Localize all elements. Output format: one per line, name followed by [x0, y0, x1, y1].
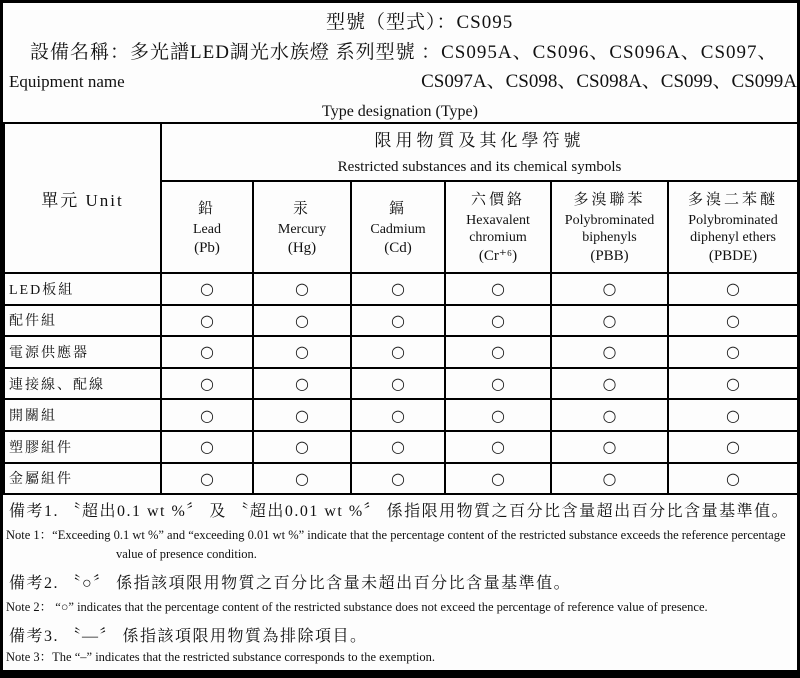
- value-cell: ○: [253, 431, 351, 463]
- unit-column-header: 單元 Unit: [4, 123, 161, 273]
- column-en: Cadmium: [370, 221, 426, 237]
- value-cell: ○: [161, 368, 253, 400]
- column-header-pbde: [668, 181, 798, 273]
- series-models-block: [421, 38, 797, 100]
- value-cell: ○: [161, 336, 253, 368]
- restricted-substances-header: [161, 123, 798, 181]
- value-cell: ○: [668, 305, 798, 337]
- note2-en: Note 2： “○” indicates that the percentage content of the restricted substance does not exceed the percentage of reference value of presence.: [6, 600, 708, 615]
- notes-section: [3, 495, 797, 667]
- unit-cell: LED板組: [4, 273, 161, 305]
- column-zh: 多溴二苯醚: [688, 192, 779, 208]
- column-en: Polybrominated biphenyls: [564, 213, 655, 245]
- column-header-lead: [161, 181, 253, 273]
- value-cell: ○: [551, 399, 668, 431]
- table-row-accessories: [4, 305, 798, 337]
- note3-zh: 備考3. 〝—〞 係指該項限用物質為排除項目。: [9, 628, 368, 646]
- value-cell: ○: [445, 399, 551, 431]
- unit-cell: 開關組: [4, 399, 161, 431]
- table-row-plastic-parts: [4, 431, 798, 463]
- equipment-name-block: [3, 38, 421, 100]
- value-cell: ○: [351, 273, 445, 305]
- column-zh: 六價鉻: [470, 192, 525, 208]
- value-cell: ○: [668, 463, 798, 495]
- unit-cell: 塑膠組件: [4, 431, 161, 463]
- value-cell: ○: [253, 336, 351, 368]
- note1-zh: 備考1. 〝超出0.1 wt %〞 及 〝超出0.01 wt %〞 係指限用物質之百分比含量超出百分比含量基準值。: [9, 503, 790, 521]
- value-cell: ○: [551, 431, 668, 463]
- series-models-line1: ：CS095A、CS096、CS096A、CS097、: [421, 42, 778, 63]
- value-cell: ○: [445, 336, 551, 368]
- value-cell: ○: [253, 368, 351, 400]
- column-header-mercury: [253, 181, 351, 273]
- column-zh: 鎘: [388, 200, 407, 217]
- value-cell: ○: [551, 463, 668, 495]
- table-row-metal-parts: [4, 463, 798, 495]
- unit-cell: 金屬組件: [4, 463, 161, 495]
- type-designation-label: Type designation (Type): [322, 103, 478, 120]
- table-row-cables-wiring: [4, 368, 798, 400]
- column-en: Polybrominated diphenyl ethers: [688, 213, 778, 245]
- note1-en: Note 1：“Exceeding 0.1 wt %” and “exceeding 0.01 wt %” indicate that the percentage content of the restricted substance exceeds the reference percentage value of presence condition.: [6, 528, 786, 562]
- unit-cell: 電源供應器: [4, 336, 161, 368]
- restricted-header-en: Restricted substances and its chemical symbols: [337, 159, 622, 175]
- value-cell: ○: [445, 463, 551, 495]
- note3-en: Note 3：The “–” indicates that the restricted substance corresponds to the exemption.: [6, 650, 436, 665]
- value-cell: ○: [668, 336, 798, 368]
- column-symbol: (PBDE): [708, 248, 758, 264]
- value-cell: ○: [253, 463, 351, 495]
- column-header-hexavalent-chromium: [445, 181, 551, 273]
- value-cell: ○: [161, 431, 253, 463]
- column-symbol: (Pb): [194, 239, 220, 256]
- column-header-pbb: [551, 181, 668, 273]
- column-zh: 多溴聯苯: [573, 192, 646, 208]
- value-cell: ○: [253, 305, 351, 337]
- value-cell: ○: [161, 305, 253, 337]
- value-cell: ○: [668, 368, 798, 400]
- value-cell: ○: [551, 336, 668, 368]
- value-cell: ○: [668, 399, 798, 431]
- value-cell: ○: [551, 305, 668, 337]
- value-cell: ○: [551, 368, 668, 400]
- value-cell: ○: [445, 368, 551, 400]
- model-number-line: 型號（型式）：CS095: [326, 12, 514, 33]
- restricted-header-zh: 限用物質及其化學符號: [374, 131, 585, 150]
- column-zh: 鉛: [197, 200, 216, 217]
- value-cell: ○: [668, 431, 798, 463]
- column-symbol: (Cr⁺⁶): [478, 248, 518, 264]
- unit-cell: 連接線、配線: [4, 368, 161, 400]
- value-cell: ○: [668, 273, 798, 305]
- value-cell: ○: [161, 273, 253, 305]
- column-symbol: (Hg): [287, 239, 317, 256]
- value-cell: ○: [253, 273, 351, 305]
- column-symbol: (PBB): [590, 248, 629, 264]
- value-cell: ○: [253, 399, 351, 431]
- restricted-substances-table: [3, 122, 799, 495]
- column-symbol: (Cd): [384, 239, 412, 256]
- value-cell: ○: [351, 431, 445, 463]
- table-row-switch: [4, 399, 798, 431]
- value-cell: ○: [445, 305, 551, 337]
- value-cell: ○: [351, 305, 445, 337]
- equipment-name-zh: 設備名稱：多光譜LED調光水族燈 系列型號: [30, 42, 416, 63]
- value-cell: ○: [445, 431, 551, 463]
- table-row-led-board: [4, 273, 798, 305]
- value-cell: ○: [351, 368, 445, 400]
- equipment-row: [3, 38, 797, 100]
- column-header-cadmium: [351, 181, 445, 273]
- series-models-line2: CS097A、CS098、CS098A、CS099、CS099A: [421, 71, 797, 92]
- value-cell: ○: [351, 399, 445, 431]
- value-cell: ○: [161, 463, 253, 495]
- value-cell: ○: [161, 399, 253, 431]
- column-en: Hexavalent chromium: [466, 213, 530, 245]
- table-row-power-supply: [4, 336, 798, 368]
- column-zh: 汞: [292, 200, 311, 217]
- value-cell: ○: [445, 273, 551, 305]
- column-en: Mercury: [277, 221, 327, 237]
- unit-cell: 配件組: [4, 305, 161, 337]
- value-cell: ○: [351, 463, 445, 495]
- equipment-name-en: Equipment name: [9, 72, 125, 91]
- document-header: [3, 3, 797, 122]
- note2-zh: 備考2. 〝○〞 係指該項限用物質之百分比含量未超出百分比含量基準值。: [9, 575, 572, 593]
- value-cell: ○: [351, 336, 445, 368]
- column-en: Lead: [193, 221, 221, 237]
- value-cell: ○: [551, 273, 668, 305]
- header-row-top: [4, 123, 798, 181]
